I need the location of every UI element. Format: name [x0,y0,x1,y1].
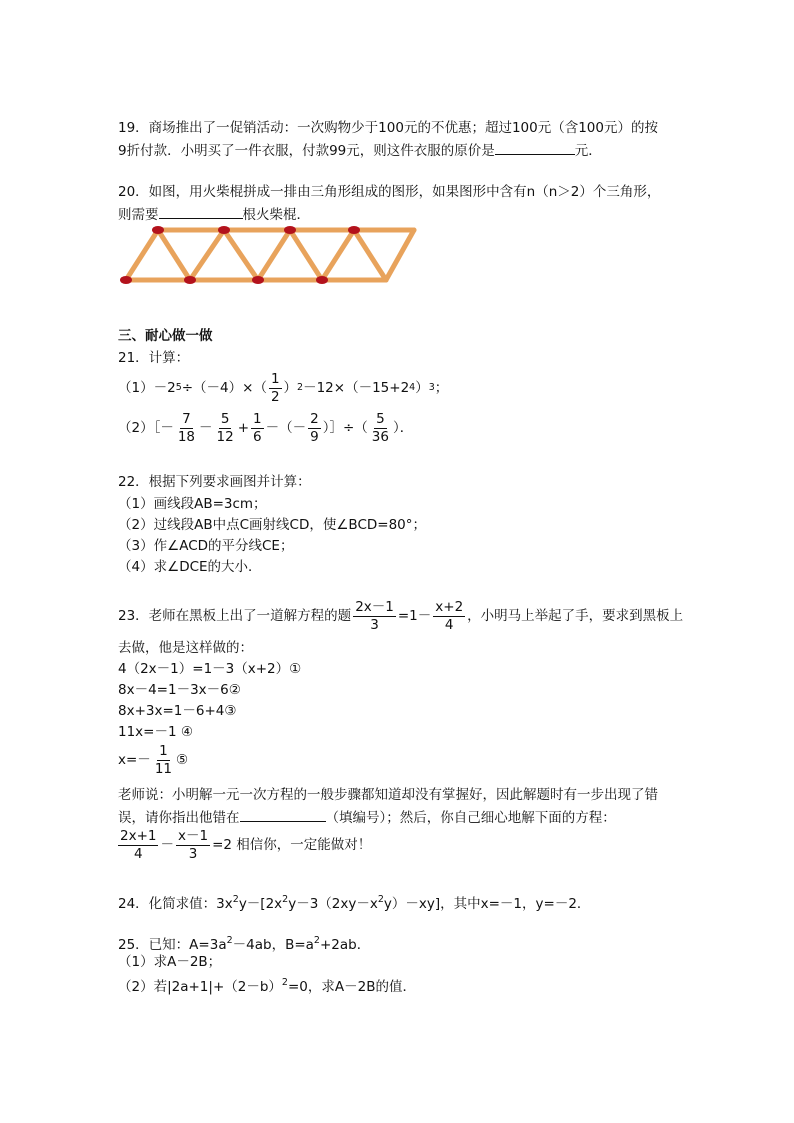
matchstick-17 [386,230,414,280]
q23-s5a: x=－ [118,752,151,768]
q21p2-frac5-num: 5 [376,410,385,427]
q21p2-a: （2）［－ [118,420,174,436]
q25-part1: （1）求A－2B； [118,954,222,970]
q21p1-f: ； [434,380,449,396]
q23-l4b: （填编号）；然后，你自己细心地解下面的方程： [325,810,616,826]
q21p1-fraction-den: 2 [270,388,280,405]
q23-line4 [118,808,616,827]
q21p1-c-exp: 2 [297,382,304,393]
q23-eq-frac2-num: x－1 [177,827,209,844]
q23-step1: 4（2x－1）=1－3（x+2）① [118,661,302,677]
q23-line1 [118,597,683,635]
q22-item-3: （3）作∠ACD的平分线CE； [118,538,294,554]
q24-c: y－3（2xy－x [288,896,378,912]
q21p2-frac2-den: 12 [216,428,234,445]
q21p2-frac4-num: 2 [310,410,319,427]
q25-title-exp2: 2 [313,935,320,946]
q20-text-a: 则需要 [118,207,159,223]
q23-l4a: 误，请你指出他错在 [118,810,240,826]
matchstick-figure [118,222,420,288]
q25-title-exp1: 2 [226,935,233,946]
q21p1-a: （1）－2 [118,380,176,396]
q21p2-frac5 [370,411,391,446]
q23-equation [118,826,371,864]
matchstick-16 [354,230,386,280]
q25-p2b: =0，求A－2B的值． [287,979,416,995]
match-head-7 [284,226,296,234]
q24-a-exp: 2 [232,894,239,905]
q21p2-frac1 [176,411,197,446]
matchstick-10 [190,230,224,280]
q21p2-frac1-den: 18 [177,428,196,445]
matchstick-9 [126,230,158,280]
q25-part2 [118,974,416,996]
q25-title-c: +2ab． [319,937,371,953]
match-head-5 [152,226,164,234]
q23-s5-frac [153,743,174,778]
q23-eq-tail: =2 相信你，一定能做对！ [212,837,372,853]
q23-step5 [118,741,188,779]
q21p1-e-exp: 3 [428,382,435,393]
q21p1-fraction-num: 1 [270,370,280,387]
q21-part1 [118,370,448,406]
q25-title [118,932,370,954]
q23-eq-minus: － [160,837,174,853]
q23-s5b: ⑤ [176,752,189,768]
q21p2-d: －（－ [265,420,307,436]
q24-line [118,891,590,913]
q21p2-frac3 [251,411,264,446]
q23-eq-frac1-num: 2x+1 [120,827,157,844]
match-head-2 [184,276,196,284]
q24-c-exp: 2 [377,894,384,905]
q24-a: 24．化简求值：3x [118,896,233,912]
match-head-4 [316,276,328,284]
q21p1-c: ） [283,380,298,396]
q21p2-frac5-den: 36 [371,428,389,445]
q23-line2: 去做，他是这样做的： [118,640,253,656]
q23-step4: 11x=－1 ④ [118,724,193,740]
q23-l1-frac1 [353,599,396,634]
q23-l1b: =1－ [397,608,432,624]
q23-eq-frac2-den: 3 [188,845,198,862]
matchstick-15 [290,230,322,280]
q21p2-frac2 [215,411,236,446]
matchstick-14 [224,230,258,280]
q21p1-e: ） [415,380,429,396]
q21p2-frac4 [308,411,321,446]
q21-part2 [118,409,413,447]
q23-answer-blank[interactable] [240,808,326,822]
q21p2-frac3-den: 6 [253,428,262,445]
q23-l1-frac2-den: 4 [444,616,454,633]
q23-s5-frac-num: 1 [159,742,168,759]
q20-line1: 20．如图，用火柴棍拼成一排由三角形组成的图形，如果图形中含有n（n＞2）个三角形， [118,184,661,200]
match-head-6 [218,226,230,234]
q21-title: 21．计算： [118,350,190,366]
q24-b: y－[2x [238,896,283,912]
q21p2-frac4-den: 9 [310,428,319,445]
q21p2-frac3-num: 1 [253,410,262,427]
matchsticks [126,230,414,280]
q23-step3: 8x+3x=1－6+4③ [118,703,237,719]
q23-l1-frac2 [433,599,465,634]
q23-l1-frac2-num: x+2 [435,598,464,615]
q25-p2-exp: 2 [281,977,288,988]
q23-eq-frac1-den: 4 [133,845,143,862]
q23-step2: 8x－4=1－3x－6② [118,682,241,698]
q21p2-frac1-num: 7 [182,410,191,427]
matchstick-11 [258,230,290,280]
q21p1-d: －12×（－15+2 [303,380,410,396]
q21p2-c: + [237,420,250,436]
q21p1-a-exp: 5 [175,382,182,393]
q23-l1a: 23．老师在黑板上出了一道解方程的题 [118,608,352,624]
match-head-1 [120,276,132,284]
q23-l1-frac1-num: 2x－1 [355,598,394,615]
q22-title: 22．根据下列要求画图并计算： [118,474,311,490]
q22-item-4: （4）求∠DCE的大小． [118,559,262,575]
q24-d: y）－xy]，其中x=－1，y=－2． [383,896,591,912]
q21p1-b: ÷（－4）×（ [181,380,267,396]
q25-title-b: －4ab，B=a [232,937,314,953]
q22-item-2: （2）过线段AB中点C画射线CD，使∠BCD=80°； [118,517,427,533]
match-head-8 [348,226,360,234]
q19-line2 [118,141,602,160]
q23-l1-frac1-den: 3 [370,616,379,633]
q22-item-1: （1）画线段AB=3cm； [118,496,267,512]
q23-eq-frac2 [176,828,210,863]
q19-line1: 19．商场推出了一促销活动：一次购物少于100元的不优惠；超过100元（含100元）的按 [118,120,658,136]
q25-p2a: （2）若|2a+1|+（2－b） [118,979,282,995]
q21p2-frac2-num: 5 [220,410,230,427]
match-head-3 [252,276,264,284]
q20-text-b: 根火柴棍． [242,207,310,223]
q19-answer-blank[interactable] [495,141,575,155]
q21p2-e: ）］÷（ [322,420,368,436]
section-title: 三、耐心做一做 [118,328,213,344]
q21p2-b: － [199,420,213,436]
q23-l1c: ，小明马上举起了手，要求到黑板上 [467,608,684,624]
q19-text-a: 9折付款．小明买了一件衣服，付款99元，则这件衣服的原价是 [118,143,495,159]
q23-line3: 老师说：小明解一元一次方程的一般步骤都知道却没有掌握好，因此解题时有一步出现了错 [118,787,658,803]
q21p1-fraction [269,371,282,406]
q21p1-d-exp: 4 [409,382,416,393]
q21p2-f: ）． [392,420,414,436]
q25-title-a: 25．已知：A=3a [118,937,227,953]
q20-answer-blank[interactable] [159,205,243,219]
q23-s5-frac-den: 11 [154,760,172,777]
q19-text-b: 元． [574,143,602,159]
q23-eq-frac1 [118,828,158,863]
q24-b-exp: 2 [282,894,289,905]
matchstick-12 [322,230,354,280]
matchstick-13 [158,230,190,280]
